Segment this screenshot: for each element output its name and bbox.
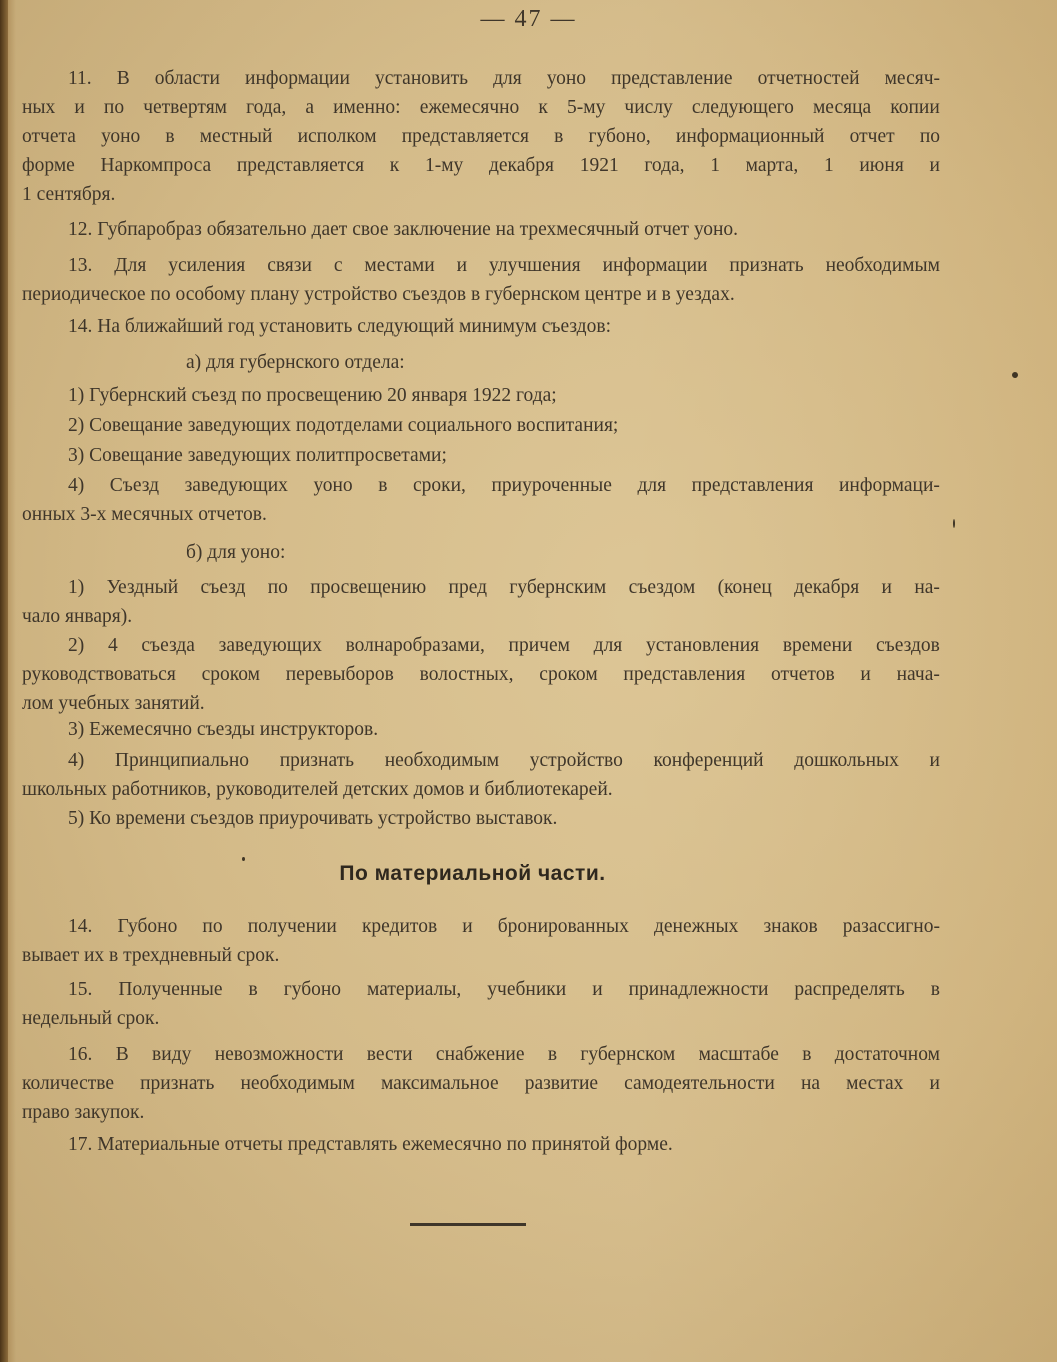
list-item: 1) Губернский съезд по просвещению 20 января 1922 года; bbox=[68, 385, 557, 406]
paragraph-line: 1 сентября. bbox=[22, 184, 116, 205]
word: на bbox=[800, 1073, 821, 1094]
word: губернским bbox=[509, 577, 607, 598]
item-b3 bbox=[68, 715, 938, 744]
word: съезда bbox=[141, 635, 195, 656]
list-item-line bbox=[22, 471, 940, 500]
item-b1 bbox=[22, 573, 940, 631]
word: информации bbox=[602, 255, 708, 276]
word: четвертям bbox=[143, 97, 228, 118]
word: кредитов bbox=[361, 916, 438, 937]
word: к bbox=[538, 97, 548, 118]
page-binding-edge bbox=[0, 0, 8, 1362]
list-item: 3) Совещание заведующих политпросветами; bbox=[68, 445, 447, 466]
page-number: — 47 — bbox=[480, 6, 577, 32]
word: сроком bbox=[539, 664, 598, 685]
word: по bbox=[103, 97, 125, 118]
word: Наркомпроса bbox=[100, 155, 212, 176]
word: губоно, bbox=[588, 126, 651, 147]
word: и bbox=[592, 979, 603, 1000]
list-item: 3) Ежемесячно съезды инструкторов. bbox=[68, 719, 379, 740]
word: именно: bbox=[333, 97, 401, 118]
word: 1 bbox=[823, 155, 834, 176]
word: снабжение bbox=[435, 1044, 525, 1065]
item-a2 bbox=[68, 411, 938, 440]
word: 1-му bbox=[424, 155, 464, 176]
word: и bbox=[462, 916, 473, 937]
word: Полученные bbox=[118, 979, 223, 1000]
word: уоно bbox=[546, 68, 587, 89]
paragraph-12 bbox=[68, 215, 938, 244]
word: 4) bbox=[68, 750, 85, 771]
word: 11. bbox=[68, 68, 92, 89]
paragraph-line bbox=[22, 93, 940, 122]
word: губернском bbox=[580, 1044, 676, 1065]
word: признать bbox=[279, 750, 355, 771]
word: года, bbox=[644, 155, 685, 176]
list-item-line bbox=[22, 573, 940, 602]
word: для bbox=[493, 68, 522, 89]
word: необходимым bbox=[240, 1073, 355, 1094]
paragraph-line: недельный срок. bbox=[22, 1008, 160, 1029]
word: копии bbox=[890, 97, 940, 118]
word: года, bbox=[246, 97, 287, 118]
word: просвещению bbox=[310, 577, 427, 598]
word: денежных bbox=[653, 916, 739, 937]
word: и bbox=[929, 1073, 940, 1094]
word: Для bbox=[114, 255, 147, 276]
word: в bbox=[378, 475, 388, 496]
word: (конец bbox=[717, 577, 772, 598]
word: заведующих bbox=[218, 635, 322, 656]
paragraph-line bbox=[22, 912, 940, 941]
paragraph-line: периодическое по особому плану устройство съездов в губернском центре и в уездах. bbox=[22, 284, 735, 305]
word: вести bbox=[366, 1044, 413, 1065]
word: числу bbox=[624, 97, 673, 118]
word: необходимым bbox=[384, 750, 500, 771]
word: области bbox=[154, 68, 220, 89]
word: форме bbox=[22, 155, 75, 176]
paragraph-line: 14. На ближайший год установить следующий минимум съездов: bbox=[68, 316, 611, 337]
word: и bbox=[881, 577, 892, 598]
word: представление bbox=[611, 68, 733, 89]
word: а bbox=[305, 97, 315, 118]
word: и bbox=[74, 97, 85, 118]
subheading-line: б) для уоно: bbox=[186, 542, 286, 563]
word: волостных, bbox=[419, 664, 514, 685]
word: учебники bbox=[487, 979, 567, 1000]
paragraph-m17 bbox=[68, 1130, 938, 1159]
word: перевыборов bbox=[285, 664, 394, 685]
subheading-b bbox=[186, 538, 586, 567]
word: масштабе bbox=[698, 1044, 779, 1065]
word: развитие bbox=[524, 1073, 599, 1094]
word: улучшения bbox=[488, 255, 581, 276]
closing-rule bbox=[410, 1223, 526, 1226]
word: в bbox=[547, 1044, 558, 1065]
word: знаков bbox=[763, 916, 818, 937]
word: местный bbox=[199, 126, 273, 147]
word: в bbox=[802, 1044, 812, 1065]
word: волнаробразами, bbox=[345, 635, 485, 656]
word: по bbox=[202, 916, 223, 937]
word: с bbox=[333, 255, 343, 276]
paragraph-m16 bbox=[22, 1040, 940, 1127]
word: для bbox=[593, 635, 623, 656]
paragraph-line bbox=[22, 1069, 940, 1098]
paragraph-line: вывает их в трехдневный срок. bbox=[22, 945, 280, 966]
word: для bbox=[637, 475, 667, 496]
word: заведующих bbox=[184, 475, 288, 496]
word: получении bbox=[247, 916, 337, 937]
word: конференций bbox=[653, 750, 764, 771]
word: причем bbox=[508, 635, 570, 656]
word: к bbox=[389, 155, 400, 176]
word: сроки, bbox=[412, 475, 466, 496]
word: 13. bbox=[68, 255, 93, 276]
word: уоно bbox=[313, 475, 353, 496]
word: материалы, bbox=[367, 979, 462, 1000]
word: Уездный bbox=[106, 577, 179, 598]
word: по bbox=[267, 577, 288, 598]
word: отчета bbox=[22, 126, 76, 147]
paragraph-line bbox=[22, 975, 940, 1004]
word: признать bbox=[140, 1073, 215, 1094]
word: представляется bbox=[236, 155, 365, 176]
word: 1921 bbox=[579, 155, 619, 176]
item-a1 bbox=[68, 381, 938, 410]
word: признать bbox=[729, 255, 804, 276]
word: усиления bbox=[168, 255, 246, 276]
word: следующего bbox=[691, 97, 794, 118]
word: виду bbox=[152, 1044, 192, 1065]
word: В bbox=[115, 1044, 129, 1065]
list-item-line: лом учебных занятий. bbox=[22, 693, 205, 714]
word: съездов bbox=[876, 635, 940, 656]
word: разассигно- bbox=[842, 916, 940, 937]
word: максимальное bbox=[380, 1073, 499, 1094]
list-item-line bbox=[22, 631, 940, 660]
item-b5 bbox=[68, 804, 938, 833]
paragraph-line bbox=[22, 251, 940, 280]
subheading-line: а) для губернского отдела: bbox=[186, 352, 405, 373]
word: Съезд bbox=[109, 475, 160, 496]
word: распределять bbox=[794, 979, 905, 1000]
paragraph-line bbox=[22, 64, 940, 93]
word: достаточном bbox=[834, 1044, 940, 1065]
list-item-line: чало января). bbox=[22, 606, 133, 627]
word: в bbox=[554, 126, 564, 147]
ink-speck bbox=[953, 519, 955, 528]
word: отчет bbox=[849, 126, 895, 147]
word: Губоно bbox=[117, 916, 178, 937]
word: времени bbox=[782, 635, 853, 656]
word: месяч- bbox=[884, 68, 940, 89]
word: и bbox=[456, 255, 468, 276]
ink-speck bbox=[242, 857, 245, 861]
word: 15. bbox=[68, 979, 93, 1000]
word: декабря bbox=[488, 155, 555, 176]
word: сроком bbox=[201, 664, 260, 685]
word: 1) bbox=[68, 577, 85, 598]
item-a3 bbox=[68, 441, 938, 470]
word: 4 bbox=[107, 635, 118, 656]
word: месяца bbox=[812, 97, 872, 118]
word: представляется bbox=[401, 126, 529, 147]
word: ежемесячно bbox=[419, 97, 520, 118]
list-item-line bbox=[22, 746, 940, 775]
word: установить bbox=[375, 68, 469, 89]
word: информации bbox=[245, 68, 350, 89]
word: уоно bbox=[101, 126, 141, 147]
subheading-a bbox=[186, 348, 686, 377]
word: 1 bbox=[710, 155, 720, 176]
word: исполком bbox=[297, 126, 377, 147]
word: 5-му bbox=[566, 97, 606, 118]
word: приуроченные bbox=[491, 475, 612, 496]
list-item: 2) Совещание заведующих подотделами социального воспитания; bbox=[68, 415, 619, 436]
word: установления bbox=[645, 635, 760, 656]
paragraph-13 bbox=[22, 251, 940, 309]
item-a4 bbox=[22, 471, 940, 529]
word: по bbox=[919, 126, 940, 147]
word: связи bbox=[267, 255, 312, 276]
word: на- bbox=[914, 577, 940, 598]
word: информационный bbox=[675, 126, 825, 147]
word: ных bbox=[22, 97, 56, 118]
word: дошкольных bbox=[794, 750, 899, 771]
word: самодеятельности bbox=[624, 1073, 775, 1094]
word: представления bbox=[691, 475, 814, 496]
paragraph-line bbox=[22, 122, 940, 151]
word: и bbox=[860, 664, 871, 685]
ink-speck bbox=[1012, 372, 1018, 378]
word: декабря bbox=[794, 577, 860, 598]
word: В bbox=[116, 68, 130, 89]
word: 2) bbox=[68, 635, 85, 656]
paragraph-line: 12. Губпаробраз обязательно дает свое заключение на трехмесячный отчет уоно. bbox=[68, 219, 739, 240]
list-item-line: онных 3-х месячных отчетов. bbox=[22, 504, 267, 525]
word: 4) bbox=[68, 475, 85, 496]
paragraph-line bbox=[22, 151, 940, 180]
word: представления bbox=[623, 664, 746, 685]
item-b4 bbox=[22, 746, 940, 804]
word: отчетов bbox=[770, 664, 835, 685]
word: в bbox=[930, 979, 940, 1000]
word: информаци- bbox=[838, 475, 940, 496]
paragraph-line: право закупок. bbox=[22, 1102, 145, 1123]
word: 16. bbox=[68, 1044, 93, 1065]
word: в bbox=[248, 979, 258, 1000]
word: невозможности bbox=[214, 1044, 344, 1065]
word: руководствоваться bbox=[22, 664, 176, 685]
word: местами bbox=[364, 255, 435, 276]
word: необходимым bbox=[825, 255, 940, 276]
paragraph-14 bbox=[68, 312, 938, 341]
paragraph-line: 17. Материальные отчеты представлять ежемесячно по принятой форме. bbox=[68, 1134, 673, 1155]
word: нача- bbox=[896, 664, 940, 685]
word: количестве bbox=[22, 1073, 115, 1094]
list-item-line bbox=[22, 660, 940, 689]
word: съезд bbox=[200, 577, 246, 598]
word: июня bbox=[859, 155, 904, 176]
word: Принципиально bbox=[114, 750, 250, 771]
paragraph-m14 bbox=[22, 912, 940, 970]
item-b2 bbox=[22, 631, 940, 718]
word: местах bbox=[846, 1073, 904, 1094]
word: и bbox=[929, 750, 940, 771]
word: губоно bbox=[283, 979, 342, 1000]
section-heading: По материальной части. bbox=[339, 862, 606, 885]
word: съездом bbox=[628, 577, 696, 598]
paragraph-line bbox=[22, 1040, 940, 1069]
paragraph-m15 bbox=[22, 975, 940, 1033]
word: марта, bbox=[745, 155, 799, 176]
word: 14. bbox=[68, 916, 93, 937]
word: принадлежности bbox=[628, 979, 769, 1000]
list-item-line: школьных работников, руководителей детских домов и библиотекарей. bbox=[22, 779, 613, 800]
word: пред bbox=[448, 577, 488, 598]
word: бронированных bbox=[497, 916, 629, 937]
word: устройство bbox=[529, 750, 623, 771]
paragraph-11 bbox=[22, 64, 940, 209]
word: и bbox=[929, 155, 940, 176]
word: отчетностей bbox=[757, 68, 860, 89]
list-item: 5) Ко времени съездов приурочивать устройство выставок. bbox=[68, 808, 558, 829]
word: в bbox=[165, 126, 175, 147]
